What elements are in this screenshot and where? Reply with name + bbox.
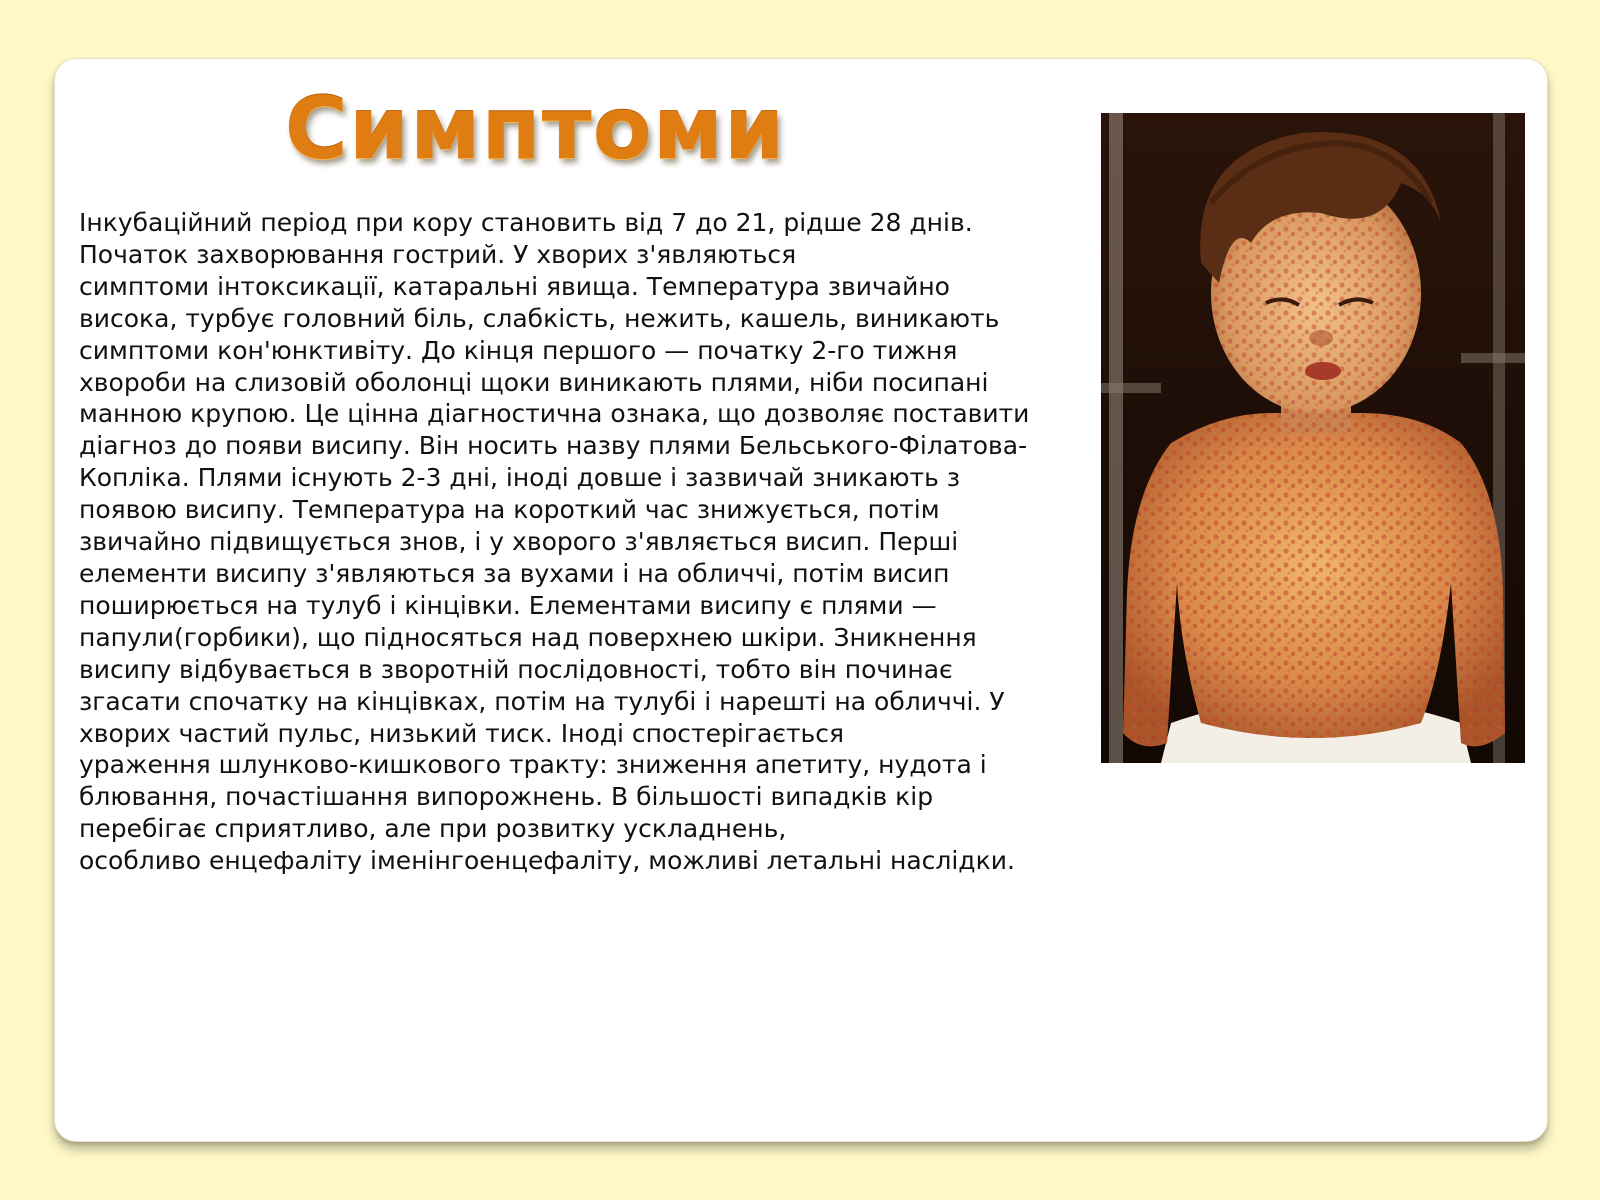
text-line: особливо енцефаліту іменінгоенцефаліту, можливі летальні наслідки. xyxy=(79,846,1015,876)
text-line: появою висипу. Температура на короткий час знижується, потім xyxy=(79,495,940,525)
text-line: висока, турбує головний біль, слабкість, нежить, кашель, виникають xyxy=(79,303,1000,333)
text-line: Початок захворювання гострий. У хворих з'являються xyxy=(79,239,797,269)
slide-card xyxy=(54,58,1548,1142)
slide-title: Симптоми xyxy=(284,79,786,179)
text-line: симптоми кон'юнктивіту. До кінця першого — початку 2-го тижня xyxy=(79,335,958,365)
text-line: Інкубаційний період при кору становить від 7 до 21, рідше 28 днів. xyxy=(79,208,973,237)
symptoms-paragraph xyxy=(79,207,1089,877)
text-line: симптоми інтоксикації, катаральні явища. Температура звичайно xyxy=(79,271,950,301)
text-line: звичайно підвищується знов, і у хворого з'являється висип. Перші xyxy=(79,527,959,557)
text-line: висипу відбувається в зворотній послідовності, тобто він починає xyxy=(79,654,953,684)
text-line: ураження шлунково-кишкового тракту: зниження апетиту, нудота і xyxy=(79,750,987,780)
text-line: хвороби на слизовій оболонці щоки виникають плями, ніби посипані xyxy=(79,367,989,397)
measles-rash-child-photo xyxy=(1101,113,1525,763)
photo-illustration xyxy=(1101,113,1525,763)
text-line: манною крупою. Це цінна діагностична ознака, що дозволяє поставити xyxy=(79,399,1030,429)
text-line: згасати спочатку на кінцівках, потім на тулубі і нарешті на обличчі. У xyxy=(79,686,1005,716)
text-line: поширюється на тулуб і кінцівки. Елементами висипу є плями — xyxy=(79,590,937,620)
text-line: папули(горбики), що підносяться над поверхнею шкіри. Зникнення xyxy=(79,622,977,652)
text-line: хворих частий пульс, низький тиск. Іноді спостерігається xyxy=(79,718,845,748)
text-line: елементи висипу з'являються за вухами і на обличчі, потім висип xyxy=(79,558,950,588)
text-line: діагноз до появи висипу. Він носить назву плями Бельського-Філатова- xyxy=(79,431,1028,461)
text-line: Копліка. Плями існують 2-3 дні, іноді довше і зазвичай зникають з xyxy=(79,463,961,493)
text-line: перебігає сприятливо, але при розвитку ускладнень, xyxy=(79,814,787,844)
text-line: блювання, почастішання випорожнень. В більшості випадків кір xyxy=(79,782,934,812)
